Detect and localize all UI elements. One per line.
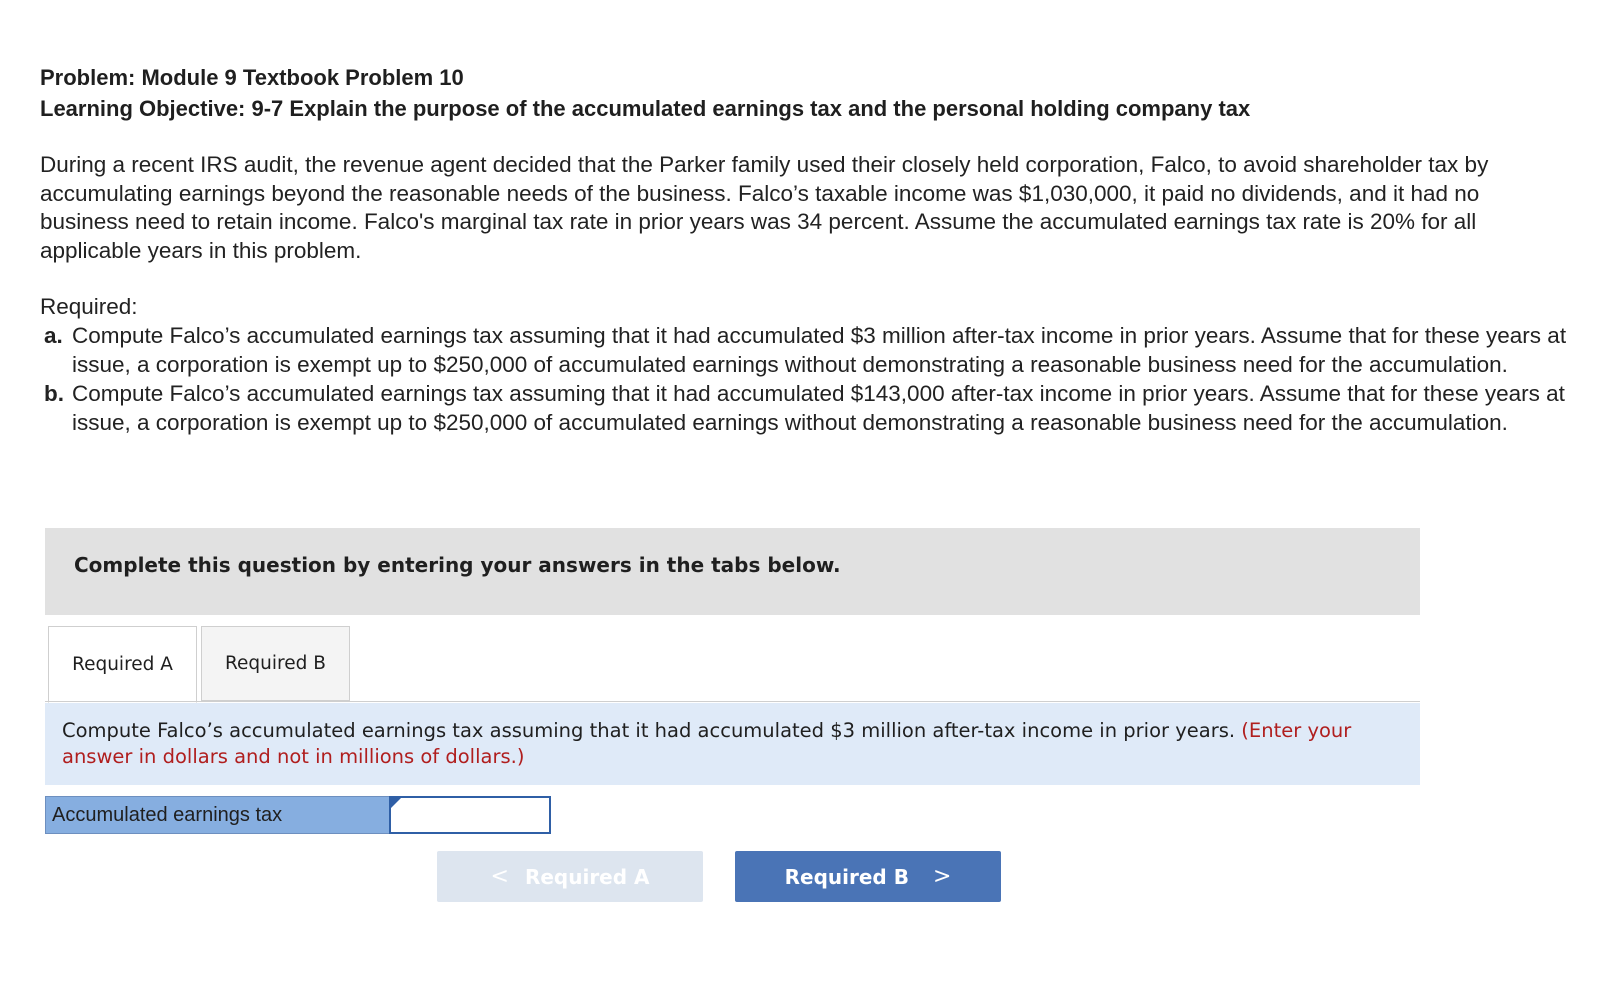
required-item-text: Compute Falco’s accumulated earnings tax assuming that it had accumulated $143,000 after-tax income in prior years. Assume that for these years at issue, a corporation is exempt up to $250,000 of accumulated earnings without demonstrating a reasonable business need for the accumulation. (72, 381, 1565, 435)
required-item-a (40, 321, 1570, 379)
instruction-panel (45, 528, 1420, 615)
problem-title: Problem: Module 9 Textbook Problem 10 (40, 65, 464, 90)
required-item-marker: b. (44, 381, 64, 406)
tab-required-a[interactable]: Required A (48, 626, 197, 703)
prev-button[interactable] (437, 851, 703, 902)
accumulated-earnings-tax-input[interactable] (389, 796, 551, 834)
prev-button-label: Required A (524, 864, 650, 889)
tab-divider (45, 701, 1420, 702)
problem-header (40, 62, 1580, 124)
required-section (40, 292, 1570, 437)
problem-statement: During a recent IRS audit, the revenue agent decided that the Parker family used their closely held corporation, Falco, to avoid shareholder tax by accumulating earnings beyond the reasonable needs of the business. Falco’s taxable income was $1,030,000, it paid no dividends, and it had no business need to retain income. Falco's marginal tax rate in prior years was 34 percent. Assume the accumulated earnings tax rate is 20% for all applicable years in this problem. (40, 152, 1489, 263)
question-note: (Enter your answer in dollars and not in millions of dollars.) (62, 719, 1352, 768)
tab-required-b[interactable]: Required B (201, 626, 350, 701)
instruction-text: Complete this question by entering your answers in the tabs below. (74, 553, 841, 577)
answer-row (45, 796, 550, 834)
next-button[interactable] (735, 851, 1001, 902)
next-button-label: Required B (784, 864, 909, 889)
required-item-marker: a. (44, 323, 63, 348)
question-box (45, 703, 1420, 785)
required-item-text: Compute Falco’s accumulated earnings tax assuming that it had accumulated $3 million after-tax income in prior years. Assume that for these years at issue, a corporation is exempt up to $250,000 of accumulated earnings without demonstrating a reasonable business need for the accumulation. (72, 323, 1567, 377)
cell-flag-icon (391, 798, 401, 808)
required-heading: Required: (40, 294, 138, 319)
chevron-left-icon: < (490, 864, 509, 889)
question-text: Compute Falco’s accumulated earnings tax assuming that it had accumulated $3 million after-tax income in prior years. (62, 719, 1242, 742)
required-item-b (40, 379, 1570, 437)
answer-label: Accumulated earnings tax (45, 796, 397, 834)
learning-objective: Learning Objective: 9-7 Explain the purpose of the accumulated earnings tax and the personal holding company tax (40, 96, 1251, 121)
chevron-right-icon: > (932, 864, 952, 889)
